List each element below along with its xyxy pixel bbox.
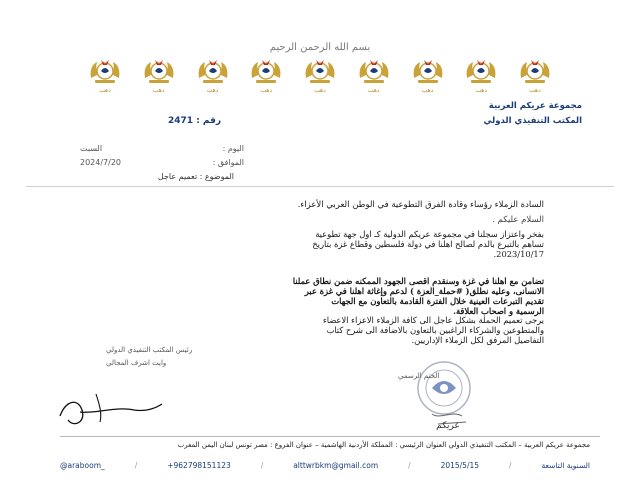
divider <box>26 186 614 187</box>
email-address[interactable]: alttwrbkm@gmail.com <box>293 461 379 470</box>
paragraph-3-line-1: يرجى تعميم الحملة بشكل عاجل الى كافة الزملاء الاعزاء الاعضاء <box>322 315 544 325</box>
paragraph-3-line-2: والمتطوعين والشركاء الراغبين بالتعاون بالاضافة الى شرح كتاب <box>326 325 544 335</box>
paragraph-2-line-3: تقديم التبرعات العينية خلال الفترة القادمة بالتعاون مع الجهات <box>331 296 544 306</box>
emblem-caption: دهب <box>260 87 273 94</box>
office-name: المكتب التنفيذي الدولي <box>483 116 582 126</box>
emblem-caption: دهب <box>99 87 111 94</box>
emblem-icon <box>87 56 123 86</box>
emblem-caption: دهب <box>529 87 541 94</box>
emblem-caption: دهب <box>314 87 326 94</box>
greeting: السادة الزملاء رؤساء وقادة الفرق التطوعية في الوطن العربي الأعزاء. <box>297 200 544 210</box>
org-name: مجموعة عريكم العربية <box>488 101 582 111</box>
emblem-logo <box>458 56 504 98</box>
ref-value: 2471 <box>168 116 194 126</box>
emblem-icon <box>302 56 338 86</box>
footer-contacts: @araboom_ / +962798151123 / alttwrbkm@gmail.com / 2015/5/15 / السنوية التاسعة <box>60 461 590 470</box>
emblem-icon <box>517 56 553 86</box>
emblem-caption: دهب <box>152 87 165 94</box>
emblem-logo <box>82 56 128 98</box>
signatory-name: وايت اشرف المجالي <box>106 359 167 367</box>
ref-label: رقم : <box>196 116 222 126</box>
basmala: بسم الله الرحمن الرحيم <box>269 42 371 53</box>
paragraph-2 <box>110 276 544 316</box>
day-value: السبت <box>80 144 103 153</box>
emblem-logo <box>136 56 182 98</box>
emblem-logo <box>512 56 558 98</box>
paragraph-1 <box>110 229 544 259</box>
emblem-logo <box>405 56 451 98</box>
handwritten-signature <box>56 380 166 430</box>
emblem-logo <box>297 56 343 98</box>
emblem-icon <box>248 56 284 86</box>
signatory-title: رئيس المكتب التنفيذي الدولي <box>106 346 193 354</box>
stamp-label: الختم الرسمي <box>398 372 440 380</box>
subject-line: الموضوع : تعميم عاجل <box>157 172 234 181</box>
emblem-icon <box>195 56 231 86</box>
emblem-logo <box>190 56 236 98</box>
salam: السلام عليكم . <box>492 215 544 225</box>
date-label: الموافق : <box>212 158 244 167</box>
paragraph-2-line-2: الانسانى، وعليه نطلق( #حملة_العزة ) لدعم وإغاثة اهلنا في غزة عبر <box>304 286 544 296</box>
anniversary: السنوية التاسعة <box>541 461 590 470</box>
emblem-logo <box>243 56 289 98</box>
emblem-logo <box>351 56 397 98</box>
emblem-icon <box>141 56 177 86</box>
paragraph-1-line-2: تساهم بالتبرع بالدم لصالح اهلنا في دولة فلسطين وقطاع غزة بتاريخ <box>312 239 544 249</box>
date-value: 2024/7/20 <box>80 158 122 167</box>
emblem-caption: دهب <box>206 87 219 94</box>
emblem-caption: دهب <box>475 87 488 94</box>
paragraph-1-line-1: بفخر واعتزاز سجلنا في مجموعة عريكم الدولية كـ اول جهة تطوعية <box>315 229 544 239</box>
emblem-caption: دهب <box>367 87 380 94</box>
paragraph-1-line-3: 2023/10/17. <box>493 249 544 259</box>
official-stamp <box>392 352 496 436</box>
footer-divider <box>60 436 600 437</box>
footer-address: مجموعة عريكم العربية – المكتب التنفيذي الدولي العنوان الرئيسي : المملكة الأردنية الهاشمية – عنوان الفروع : مصر تونس لبنان اليمن المغرب <box>177 441 590 449</box>
phone-number[interactable]: +962798151123 <box>167 461 231 470</box>
emblem-icon <box>356 56 392 86</box>
reference-number <box>168 116 221 126</box>
paragraph-3-line-3: التفاصيل المرفق لكل الزملاء الإداريين. <box>411 335 544 345</box>
stamp-text: عريكم <box>436 421 460 431</box>
logo-row <box>82 56 558 98</box>
day-label: اليوم : <box>222 144 244 153</box>
founded-date: 2015/5/15 <box>440 461 480 470</box>
paragraph-2-line-4: الرسمية و اصحاب العلاقة. <box>453 306 544 316</box>
emblem-icon <box>463 56 499 86</box>
emblem-icon <box>410 56 446 86</box>
social-handle[interactable]: @araboom_ <box>60 461 105 470</box>
paragraph-3 <box>110 315 544 345</box>
paragraph-2-line-1: تضامن مع اهلنا في غزة وسنقدم اقصى الجهود الممكنه ضمن نطاق عملنا <box>292 276 544 286</box>
emblem-caption: دهب <box>421 87 434 94</box>
